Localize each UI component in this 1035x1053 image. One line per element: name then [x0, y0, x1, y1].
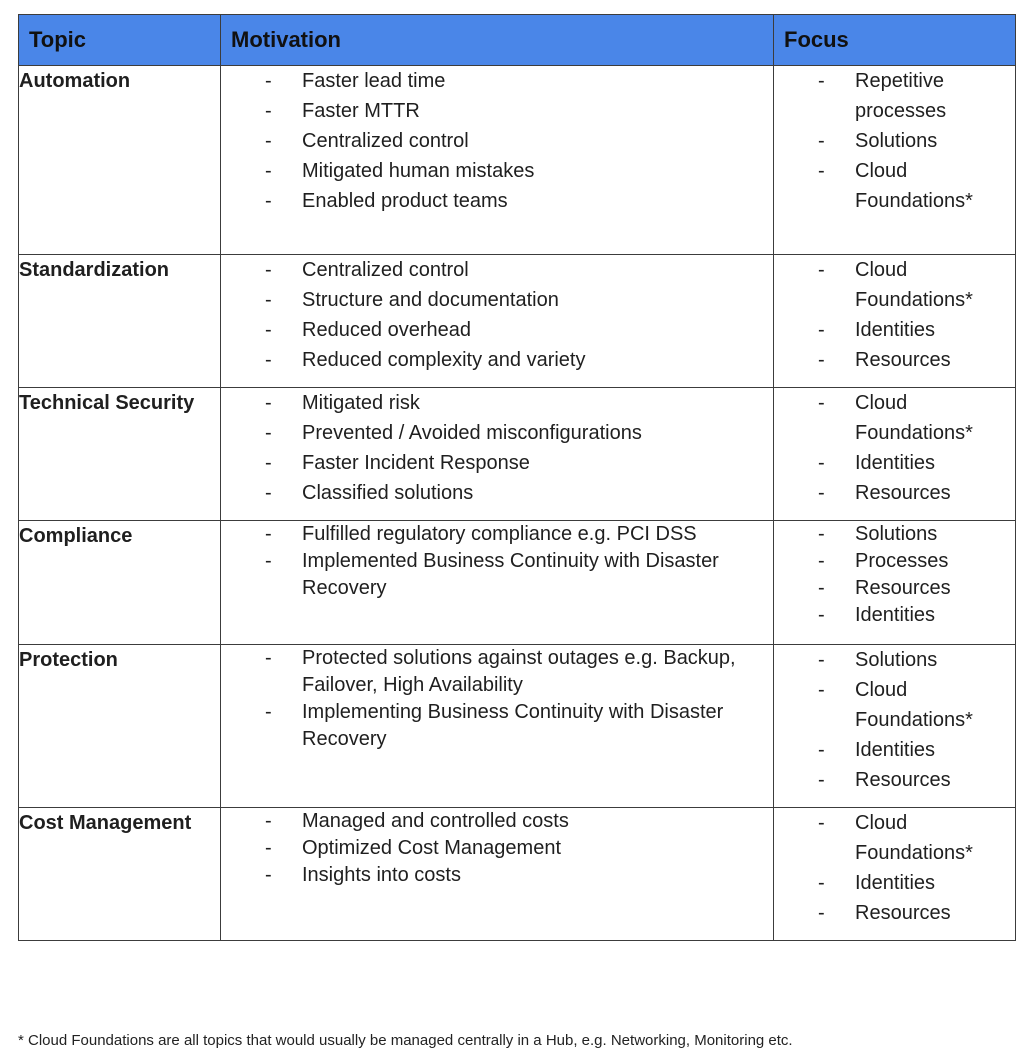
motivation-item-text: Managed and controlled costs: [302, 810, 569, 832]
bullet-dash: -: [818, 812, 825, 834]
motivation-cell: [221, 388, 774, 521]
motivation-list: [221, 388, 773, 508]
list-item: [774, 521, 1015, 548]
list-item: [221, 645, 773, 699]
bullet-dash: -: [265, 392, 272, 414]
list-item: [221, 699, 773, 753]
motivation-item-text: Enabled product teams: [302, 190, 508, 212]
topic-cell: Protection: [19, 645, 221, 808]
bullet-dash: -: [818, 259, 825, 281]
list-item: [774, 448, 1015, 478]
list-item: [221, 835, 773, 862]
list-item: [774, 345, 1015, 375]
list-item: [774, 66, 1015, 126]
list-item: [221, 156, 773, 186]
focus-item-text: Cloud Foundations*: [855, 679, 973, 731]
motivation-item-text: Faster lead time: [302, 70, 446, 92]
bullet-dash: -: [265, 349, 272, 371]
focus-list: [774, 388, 1015, 508]
list-item: [221, 186, 773, 216]
list-item: [221, 285, 773, 315]
list-item: [221, 808, 773, 835]
motivation-item-text: Centralized control: [302, 259, 469, 281]
motivation-cell: [221, 255, 774, 388]
focus-item-text: Identities: [855, 872, 936, 894]
bullet-dash: -: [265, 550, 272, 572]
bullet-dash: -: [265, 647, 272, 669]
footnote: * Cloud Foundations are all topics that would usually be managed centrally in a Hub, e.g. Networking, Monitoring etc.: [18, 1032, 793, 1049]
topic-cell: Automation: [19, 66, 221, 255]
bullet-dash: -: [818, 482, 825, 504]
list-item: [221, 255, 773, 285]
list-item: [774, 808, 1015, 868]
list-item: [774, 156, 1015, 216]
bullet-dash: -: [818, 769, 825, 791]
focus-item-text: Repetitive processes: [855, 70, 947, 122]
focus-item-text: Resources: [855, 349, 951, 371]
motivation-cell: [221, 645, 774, 808]
focus-item-text: Solutions: [855, 523, 938, 545]
list-item: [221, 548, 773, 602]
focus-item-text: Resources: [855, 577, 951, 599]
motivation-cell: [221, 808, 774, 941]
list-item: [774, 255, 1015, 315]
bullet-dash: -: [818, 130, 825, 152]
header-row: [19, 15, 1016, 66]
list-item: [774, 645, 1015, 675]
focus-item-text: Cloud Foundations*: [855, 160, 973, 212]
bullet-dash: -: [265, 319, 272, 341]
list-item: [221, 126, 773, 156]
motivation-item-text: Reduced overhead: [302, 319, 472, 341]
table-row: [19, 255, 1016, 388]
list-item: [221, 448, 773, 478]
list-item: [221, 66, 773, 96]
table-row: [19, 521, 1016, 645]
motivation-item-text: Optimized Cost Management: [302, 837, 562, 859]
motivation-item-text: Faster Incident Response: [302, 452, 530, 474]
focus-list: [774, 521, 1015, 629]
bullet-dash: -: [265, 523, 272, 545]
bullet-dash: -: [818, 392, 825, 414]
bullet-dash: -: [265, 289, 272, 311]
motivation-item-text: Reduced complexity and variety: [302, 349, 586, 371]
topic-cell: Standardization: [19, 255, 221, 388]
topic-cell: Compliance: [19, 521, 221, 645]
bullet-dash: -: [265, 259, 272, 281]
motivation-cell: [221, 521, 774, 645]
motivation-list: [221, 808, 773, 889]
bullet-dash: -: [265, 864, 272, 886]
motivation-item-text: Implemented Business Continuity with Disaster Recovery: [302, 550, 719, 599]
table-row: [19, 388, 1016, 521]
topic-cell: Cost Management: [19, 808, 221, 941]
bullet-dash: -: [818, 349, 825, 371]
focus-item-text: Identities: [855, 319, 936, 341]
motivation-item-text: Structure and documentation: [302, 289, 559, 311]
motivation-list: [221, 645, 773, 753]
bullet-dash: -: [265, 422, 272, 444]
list-item: [774, 548, 1015, 575]
list-item: [221, 388, 773, 418]
bullet-dash: -: [818, 872, 825, 894]
bullet-dash: -: [265, 160, 272, 182]
focus-cell: [774, 808, 1016, 941]
focus-item-text: Processes: [855, 550, 949, 572]
bullet-dash: -: [818, 160, 825, 182]
list-item: [774, 575, 1015, 602]
motivation-item-text: Faster MTTR: [302, 100, 420, 122]
list-item: [221, 315, 773, 345]
focus-cell: [774, 66, 1016, 255]
header-topic: Topic: [19, 15, 221, 66]
motivation-cell: [221, 66, 774, 255]
motivation-item-text: Mitigated risk: [302, 392, 420, 414]
motivation-list: [221, 255, 773, 375]
list-item: [221, 478, 773, 508]
motivation-item-text: Prevented / Avoided misconfigurations: [302, 422, 642, 444]
table-row: [19, 808, 1016, 941]
bullet-dash: -: [265, 452, 272, 474]
focus-item-text: Identities: [855, 604, 936, 626]
focus-item-text: Cloud Foundations*: [855, 259, 973, 311]
bullet-dash: -: [818, 604, 825, 626]
motivation-item-text: Fulfilled regulatory compliance e.g. PCI DSS: [302, 523, 697, 545]
topics-table: [18, 14, 1016, 941]
focus-list: [774, 808, 1015, 928]
bullet-dash: -: [265, 100, 272, 122]
bullet-dash: -: [265, 837, 272, 859]
bullet-dash: -: [818, 70, 825, 92]
bullet-dash: -: [265, 701, 272, 723]
focus-item-text: Solutions: [855, 130, 938, 152]
list-item: [774, 765, 1015, 795]
list-item: [221, 345, 773, 375]
focus-list: [774, 645, 1015, 795]
list-item: [221, 96, 773, 126]
focus-item-text: Solutions: [855, 649, 938, 671]
bullet-dash: -: [818, 452, 825, 474]
list-item: [774, 735, 1015, 765]
list-item: [774, 126, 1015, 156]
focus-item-text: Resources: [855, 769, 951, 791]
motivation-item-text: Mitigated human mistakes: [302, 160, 535, 182]
list-item: [221, 521, 773, 548]
focus-cell: [774, 521, 1016, 645]
motivation-item-text: Centralized control: [302, 130, 469, 152]
focus-item-text: Resources: [855, 902, 951, 924]
bullet-dash: -: [818, 649, 825, 671]
table-row: [19, 645, 1016, 808]
list-item: [774, 868, 1015, 898]
list-item: [774, 602, 1015, 629]
header-motivation: Motivation: [221, 15, 774, 66]
motivation-list: [221, 66, 773, 216]
bullet-dash: -: [818, 550, 825, 572]
bullet-dash: -: [818, 577, 825, 599]
list-item: [774, 478, 1015, 508]
bullet-dash: -: [265, 482, 272, 504]
topic-cell: Technical Security: [19, 388, 221, 521]
bullet-dash: -: [818, 739, 825, 761]
focus-item-text: Cloud Foundations*: [855, 812, 973, 864]
focus-list: [774, 66, 1015, 216]
focus-cell: [774, 645, 1016, 808]
motivation-item-text: Classified solutions: [302, 482, 474, 504]
focus-item-text: Identities: [855, 452, 936, 474]
list-item: [221, 862, 773, 889]
bullet-dash: -: [265, 190, 272, 212]
header-focus: Focus: [774, 15, 1016, 66]
bullet-dash: -: [818, 523, 825, 545]
motivation-list: [221, 521, 773, 602]
bullet-dash: -: [818, 679, 825, 701]
bullet-dash: -: [265, 810, 272, 832]
focus-cell: [774, 255, 1016, 388]
bullet-dash: -: [265, 70, 272, 92]
focus-list: [774, 255, 1015, 375]
focus-cell: [774, 388, 1016, 521]
list-item: [221, 418, 773, 448]
motivation-item-text: Protected solutions against outages e.g. Backup, Failover, High Availability: [302, 647, 736, 696]
focus-item-text: Cloud Foundations*: [855, 392, 973, 444]
list-item: [774, 675, 1015, 735]
table-row: [19, 66, 1016, 255]
bullet-dash: -: [818, 319, 825, 341]
motivation-item-text: Implementing Business Continuity with Disaster Recovery: [302, 701, 724, 750]
bullet-dash: -: [818, 902, 825, 924]
bullet-dash: -: [265, 130, 272, 152]
list-item: [774, 898, 1015, 928]
focus-item-text: Resources: [855, 482, 951, 504]
list-item: [774, 315, 1015, 345]
focus-item-text: Identities: [855, 739, 936, 761]
list-item: [774, 388, 1015, 448]
motivation-item-text: Insights into costs: [302, 864, 461, 886]
